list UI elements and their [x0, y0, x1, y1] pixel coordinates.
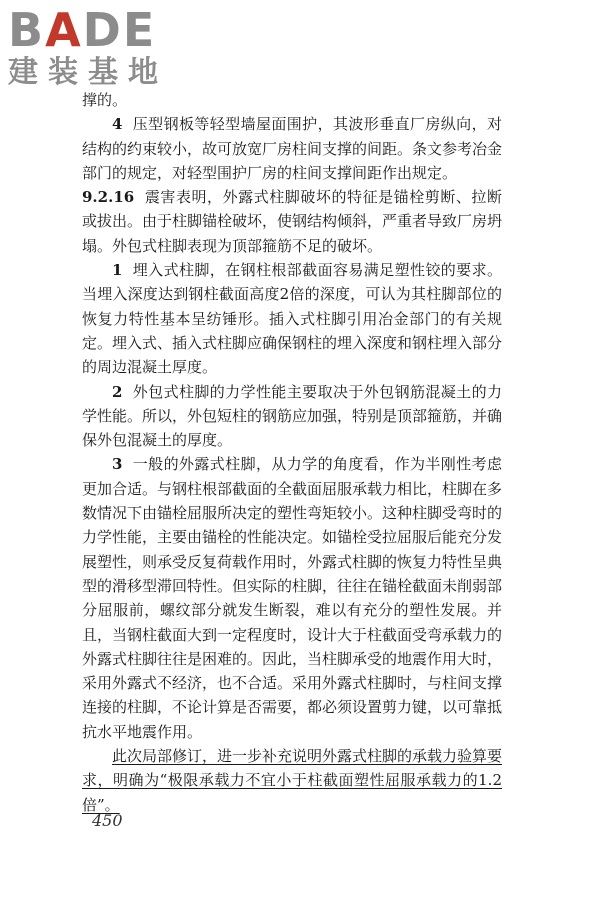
- paragraph-revision-note: [82, 744, 502, 817]
- logo-subtitle: 建装基地: [8, 55, 168, 90]
- paragraph-item-1: [82, 258, 502, 379]
- paragraph-continued: [82, 88, 502, 112]
- document-body: [82, 88, 502, 817]
- logo-mark-b: B: [8, 3, 46, 57]
- paragraph-text: 震害表明，外露式柱脚破坏的特征是锚栓剪断、拉断或拔出。由于柱脚锚栓破坏，使钢结构倾斜，严重者导致厂房坍塌。外包式柱脚表现为顶部箍筋不足的破坏。: [82, 188, 503, 255]
- logo-mark-de: DE: [82, 3, 157, 57]
- logo-mark: [8, 3, 188, 57]
- paragraph-item-4: [82, 112, 502, 185]
- watermark-logo: [8, 3, 188, 90]
- paragraph-text: 撑的。: [82, 91, 128, 109]
- item-number: 4: [112, 115, 123, 134]
- paragraph-text: 埋入式柱脚，在钢柱根部截面容易满足塑性铰的要求。当埋入深度达到钢柱截面高度2倍的深度，可认为其柱脚部位的恢复力特性基本呈纺锤形。插入式柱脚引用冶金部门的有关规定。埋入式、插入式柱脚应确保钢柱的埋入深度和钢柱埋入部分的周边混凝土厚度。: [82, 261, 503, 377]
- logo-mark-a: A: [45, 3, 83, 57]
- paragraph-text: 一般的外露式柱脚，从力学的角度看，作为半刚性考虑更加合适。与钢柱根部截面的全截面屈服承载力相比，柱脚在多数情况下由锚栓屈服所决定的塑性弯矩较小。这种柱脚受弯时的力学性能，主要由锚栓的性能决定。如锚栓受拉屈服后能充分发展塑性，则承受反复荷载作用时，外露式柱脚的恢复力特性呈典型的滑移型滞回特性。但实际的柱脚，往往在锚栓截面未削弱部分屈服前，螺纹部分就发生断裂，难以有充分的塑性发展。并且，当钢柱截面大到一定程度时，设计大于柱截面受弯承载力的外露式柱脚往往是困难的。因此，当柱脚承受的地震作用大时，采用外露式不经济，也不合适。采用外露式柱脚时，与柱间支撑连接的柱脚，不论计算是否需要，都必须设置剪力键，以可靠抵抗水平地震作用。: [82, 455, 503, 741]
- paragraph-clause-9-2-16: [82, 185, 502, 258]
- item-number: 3: [112, 455, 123, 474]
- paragraph-text: 压型钢板等轻型墙屋面围护，其波形垂直厂房纵向，对结构的约束较小，故可放宽厂房柱间支撑的间距。条文参考冶金部门的规定，对轻型围护厂房的柱间支撑间距作出规定。: [82, 115, 503, 182]
- clause-number: 9.2.16: [82, 188, 135, 207]
- paragraph-item-2: [82, 380, 502, 453]
- paragraph-item-3: [82, 452, 502, 744]
- paragraph-text: 外包式柱脚的力学性能主要取决于外包钢筋混凝土的力学性能。所以，外包短柱的钢筋应加强，特别是顶部箍筋，并确保外包混凝土的厚度。: [82, 382, 503, 450]
- item-number: 1: [112, 261, 123, 280]
- underlined-revision-text: 此次局部修订，进一步补充说明外露式柱脚的承载力验算要求，明确为“极限承载力不宜小于柱截面塑性屈服承载力的1.2倍”。: [82, 747, 503, 814]
- item-number: 2: [112, 382, 123, 401]
- page-number: 450: [92, 811, 123, 830]
